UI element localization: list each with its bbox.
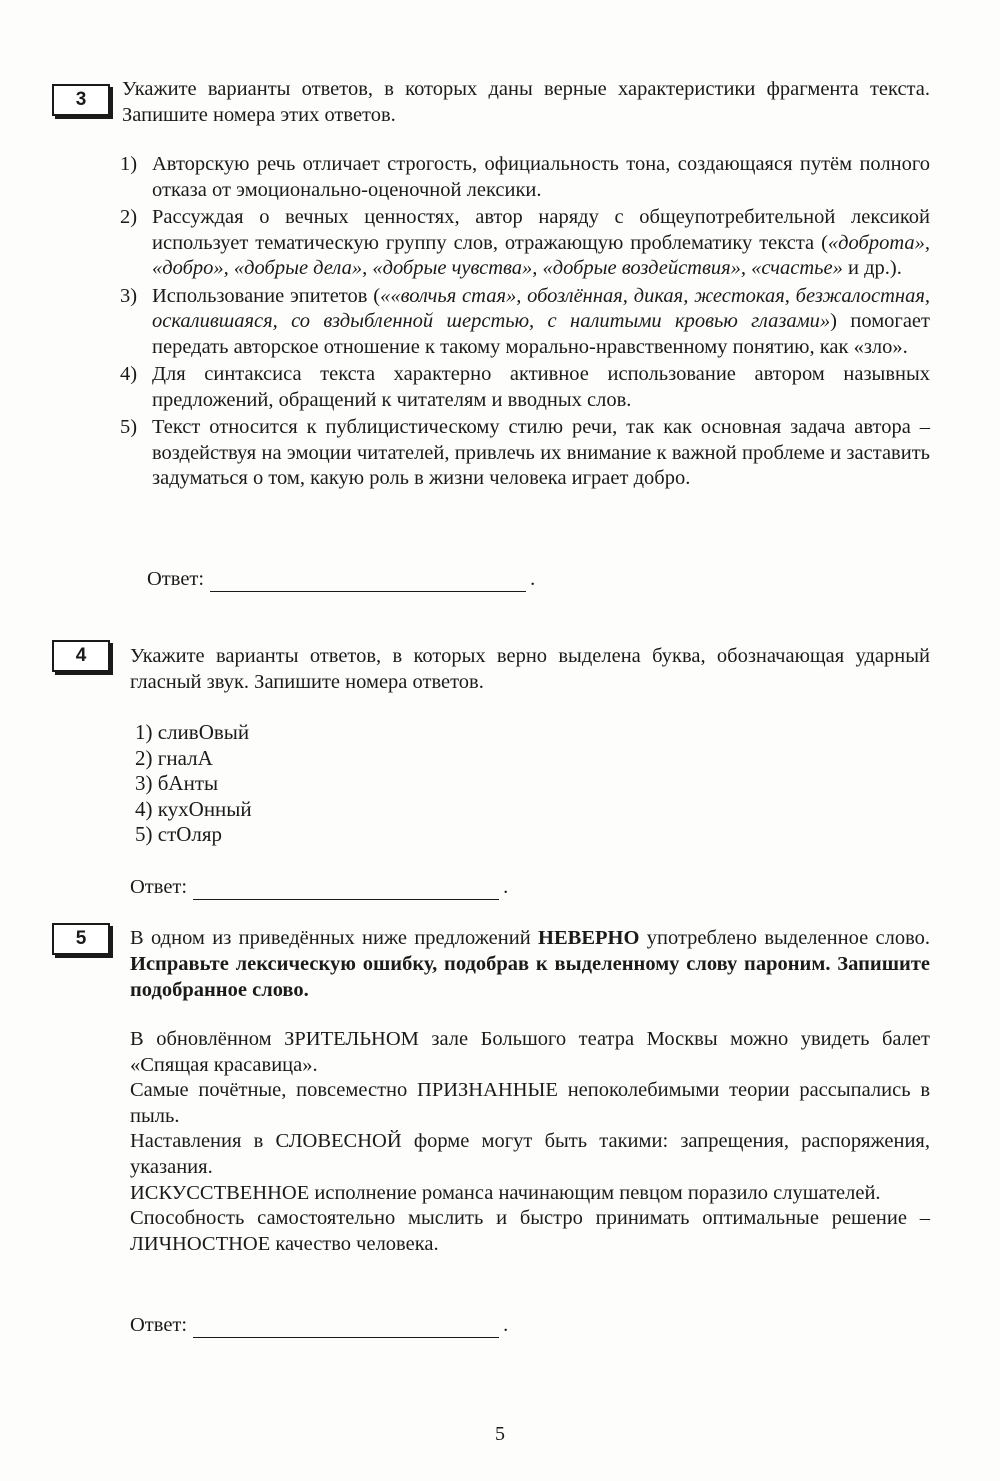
list-item: 2) Рассуждая о вечных ценностях, автор наряду с общеупотребительной лексикой использует тематическую группу слов, отражающую проблематику текста («доброта», «добро», «добрые дела», «добрые чувства», «добрые воздействия», «счастье» и др.).	[120, 206, 930, 279]
task-number-box: 3	[52, 84, 110, 116]
list-item: 2) гналА	[135, 745, 213, 770]
sentence: ИСКУССТВЕННОЕ исполнение романса начинающим певцом поразило слушателей.	[130, 1181, 881, 1204]
sentence: Способность самостоятельно мыслить и быстро принимать оптимальные решение – ЛИЧНОСТНОЕ качество человека.	[130, 1207, 930, 1255]
list-item: 4) Для синтаксиса текста характерно активное использование автором назывных предложений, обращений к читателям и вводных слов.	[120, 363, 930, 411]
answer-field[interactable]: Ответ: .	[147, 568, 536, 590]
page-number: 5	[495, 1423, 505, 1445]
answer-field[interactable]: Ответ: .	[130, 876, 509, 898]
sentence-list	[130, 1027, 930, 1257]
list-item: 5) стОляр	[135, 822, 223, 847]
list-item: 3) Использование эпитетов (««волчья стая», обозлённая, дикая, жестокая, безжалостная, оскалившаяся, со вздыбленной шерстью, с налитыми кровью глазами») помогает передать авторское отношение к такому морально-нравственному понятию, как «зло».	[120, 284, 931, 358]
task-prompt: В одном из приведённых ниже предложений НЕВЕРНО употреблено выделенное слово. Исправьте лексическую ошибку, подобрав к выделенному слову пароним. Запишите подобранное слово.	[130, 927, 931, 1001]
option-list	[135, 720, 252, 848]
sentence: Наставления в СЛОВЕСНОЙ форме могут быть такими: запрещения, распоряжения, указания.	[130, 1130, 930, 1178]
task-number-box: 4	[52, 640, 110, 672]
option-list	[120, 152, 930, 494]
task-prompt: Укажите варианты ответов, в которых верно выделена буква, обозначающая ударный гласный звук. Запишите номера ответов.	[130, 645, 930, 693]
list-item: 3) бАнты	[135, 771, 219, 796]
list-item: 5) Текст относится к публицистическому стилю речи, так как основная задача автора – воздействуя на эмоции читателей, привлечь их внимание к важной проблеме и заставить задуматься о том, какую роль в жизни человека играет добро.	[120, 416, 930, 489]
task-prompt: Укажите варианты ответов, в которых даны верные характеристики фрагмента текста. Запишите номера этих ответов.	[122, 78, 930, 126]
answer-field[interactable]: Ответ: .	[130, 1314, 509, 1336]
list-item: 1) Авторскую речь отличает строгость, официальность тона, создающаяся путём полного отказа от эмоционально-оценочной лексики.	[120, 153, 930, 201]
task-number-box: 5	[52, 923, 110, 955]
sentence: В обновлённом ЗРИТЕЛЬНОМ зале Большого театра Москвы можно увидеть балет «Спящая красавица».	[130, 1028, 930, 1076]
list-item: 1) сливОвый	[135, 720, 250, 744]
sentence: Самые почётные, повсеместно ПРИЗНАННЫЕ непоколебимыми теории рассыпались в пыль.	[130, 1079, 930, 1127]
list-item: 4) кухОнный	[135, 796, 252, 821]
